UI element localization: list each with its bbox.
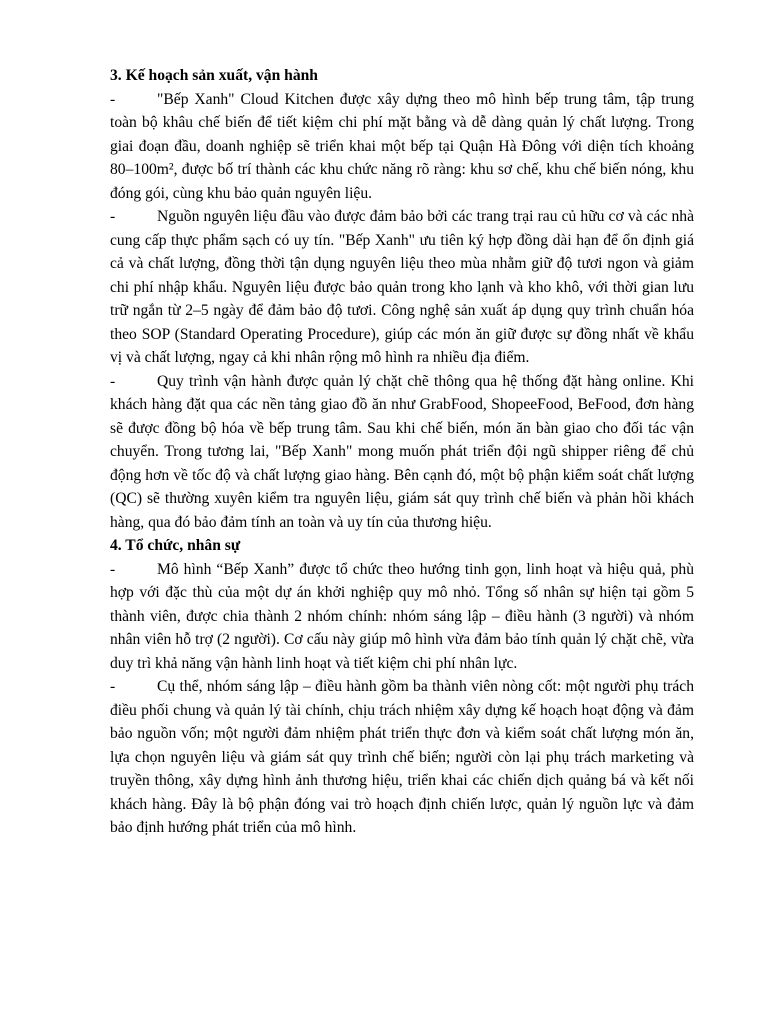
paragraph-operations (110, 370, 694, 535)
paragraph-text: Mô hình “Bếp Xanh” được tổ chức theo hướng tinh gọn, linh hoạt và hiệu quả, phù hợp với đặc thù của một dự án khởi nghiệp quy mô nhỏ. Tổng số nhân sự hiện tại gồm 5 thành viên, được chia thành 2 nhóm chính: nhóm sáng lập – điều hành (3 người) và nhóm nhân viên hỗ trợ (2 người). Cơ cấu này giúp mô hình vừa đảm bảo tính quản lý chặt chẽ, vừa duy trì khả năng vận hành linh hoạt và tiết kiệm chi phí nhân lực. (110, 560, 694, 672)
section-heading-organization: 4. Tổ chức, nhân sự (110, 537, 241, 554)
document-page (110, 64, 694, 840)
paragraph-text: Cụ thể, nhóm sáng lập – điều hành gồm ba thành viên nòng cốt: một người phụ trách điều phối chung và quản lý tài chính, chịu trách nhiệm xây dựng kế hoạch hoạt động và đảm bảo nguồn vốn; một người đảm nhiệm phát triển thực đơn và kiểm soát chất lượng món ăn, lựa chọn nguyên liệu và giám sát quy trình chế biến; người còn lại phụ trách marketing và truyền thông, xây dựng hình ảnh thương hiệu, triển khai các chiến dịch quảng bá và kết nối khách hàng. Đây là bộ phận đóng vai trò hoạch định chiến lược, quản lý nguồn lực và đảm bảo định hướng phát triển của mô hình. (110, 678, 694, 836)
paragraph-text: Nguồn nguyên liệu đầu vào được đảm bảo bởi các trang trại rau củ hữu cơ và các nhà cung cấp thực phẩm sạch có uy tín. "Bếp Xanh" ưu tiên ký hợp đồng dài hạn để ổn định giá cả và chất lượng, đồng thời tận dụng nguyên liệu theo mùa nhằm giữ độ tươi ngon và giảm chi phí nhập khẩu. Nguyên liệu được bảo quản trong kho lạnh và kho khô, với thời gian lưu trữ ngắn từ 2–5 ngày để đảm bảo độ tươi. Công nghệ sản xuất áp dụng quy trình chuẩn hóa theo SOP (Standard Operating Procedure), giúp các món ăn giữ được sự đồng nhất về khẩu vị và chất lượng, ngay cả khi nhân rộng mô hình ra nhiều địa điểm. (110, 208, 694, 366)
paragraph-kitchen-model (110, 88, 694, 206)
section-heading-production: 3. Kế hoạch sản xuất, vận hành (110, 67, 318, 84)
paragraph-ingredient-sourcing (110, 205, 694, 370)
bullet-dash: - (110, 90, 116, 108)
paragraph-founding-team (110, 675, 694, 840)
bullet-dash: - (110, 372, 116, 390)
bullet-dash: - (110, 560, 116, 578)
paragraph-text: "Bếp Xanh" Cloud Kitchen được xây dựng theo mô hình bếp trung tâm, tập trung toàn bộ khâu chế biến để tiết kiệm chi phí mặt bằng và dễ dàng quản lý chất lượng. Trong giai đoạn đầu, doanh nghiệp sẽ triển khai một bếp tại Quận Hà Đông với diện tích khoảng 80–100m², được bố trí thành các khu chức năng rõ ràng: khu sơ chế, khu chế biến nóng, khu đóng gói, cùng khu bảo quản nguyên liệu. (110, 90, 694, 202)
paragraph-org-structure (110, 558, 694, 676)
paragraph-text: Quy trình vận hành được quản lý chặt chẽ thông qua hệ thống đặt hàng online. Khi khách hàng đặt qua các nền tảng giao đồ ăn như GrabFood, ShopeeFood, BeFood, đơn hàng sẽ được đồng bộ hóa về bếp trung tâm. Sau khi chế biến, món ăn bàn giao cho đối tác vận chuyển. Trong tương lai, "Bếp Xanh" mong muốn phát triển đội ngũ shipper riêng để chủ động hơn về tốc độ và chất lượng giao hàng. Bên cạnh đó, một bộ phận kiểm soát chất lượng (QC) sẽ thường xuyên kiểm tra nguyên liệu, giám sát quy trình chế biến và phản hồi khách hàng, qua đó bảo đảm tính an toàn và uy tín của thương hiệu. (110, 372, 694, 531)
bullet-dash: - (110, 208, 116, 225)
bullet-dash: - (110, 678, 116, 695)
